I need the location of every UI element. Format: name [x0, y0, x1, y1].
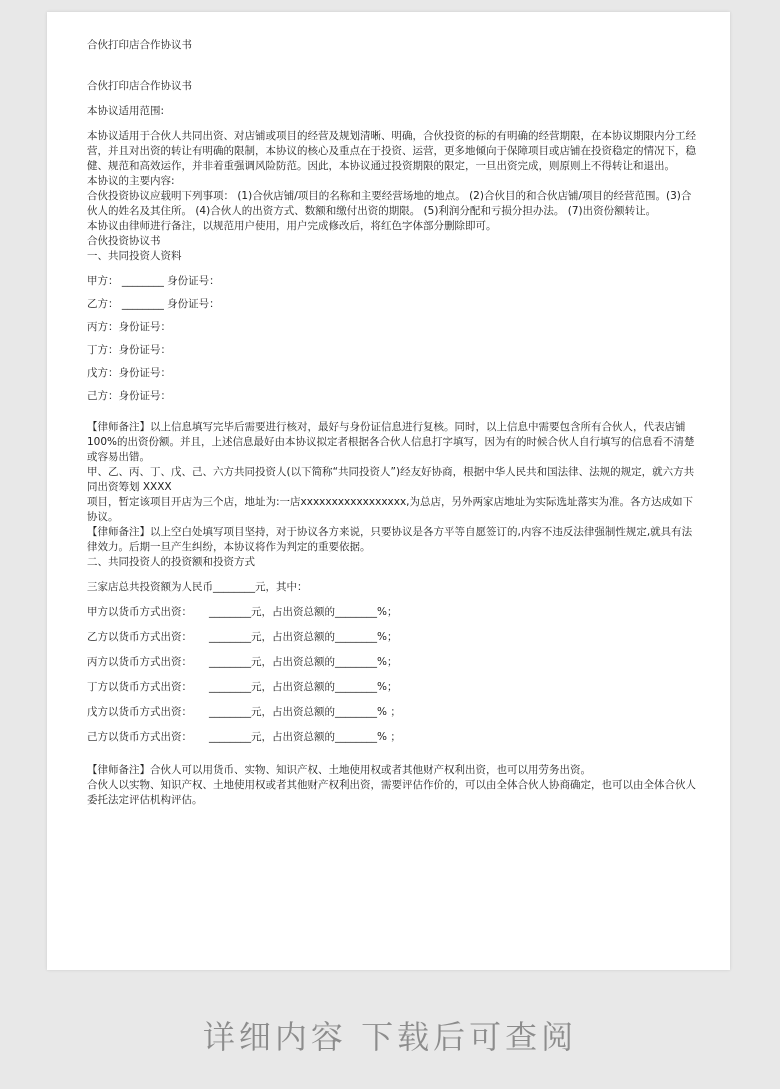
contribution-row [87, 730, 697, 755]
contribution-label: 戊方以货币方式出资： [87, 706, 192, 718]
section1-heading: 一、共同投资人资料 [87, 250, 182, 262]
lawyer-note-3: 【律师备注】合伙人可以用货币、实物、知识产权、土地使用权或者其他财产权利出资，也可以用劳务出资。 [87, 764, 591, 776]
lawyer-note-1: 【律师备注】以上信息填写完毕后需要进行核对，最好与身份证信息进行复核。同时，以上信息中需要包含所有合伙人，代表店铺100%的出资份额。并且，上述信息最好由本协议拟定者根据各合伙人信息打字填写，因为有的时候合伙人自行填写的信息看不清楚或容易出错。 [87, 421, 695, 463]
contribution-label: 甲方以货币方式出资： [87, 606, 192, 618]
scope-heading: 本协议适用范围: [87, 105, 165, 117]
asset-contribution-text: 合伙人以实物、知识产权、土地使用权或者其他财产权利出资，需要评估作价的，可以由全体合伙人协商确定，也可以由全体合伙人委托法定评估机构评估。 [87, 779, 696, 806]
project-text: 项目，暂定该项目开店为三个店，地址为:一店xxxxxxxxxxxxxxxxx,为总店，另外两家店地址为实际选址落实为准。各方达成如下协议。 [87, 496, 694, 523]
contribution-label: 己方以货币方式出资： [87, 731, 192, 743]
party-yi: 乙方： ________ 身份证号： [87, 298, 220, 310]
contribution-row [87, 680, 697, 705]
header-title: 合伙打印店合作协议书 [87, 39, 192, 51]
contribution-label: 丙方以货币方式出资： [87, 656, 192, 668]
contribution-row [87, 705, 697, 730]
lawyer-note-2: 【律师备注】以上空白处填写项目坚持，对于协议各方来说，只要协议是各方平等自愿签订的,内容不违反法律强制性规定,就具有法律效力。后期一旦产生纠纷，本协议将作为判定的重要依据。 [87, 526, 693, 553]
party-bing: 丙方：身份证号： [87, 321, 171, 333]
party-wu: 戊方：身份证号： [87, 367, 171, 379]
main-heading: 本协议的主要内容: [87, 175, 175, 187]
total-investment: 三家店总共投资额为人民币________元，其中： [87, 581, 308, 593]
contribution-row [87, 630, 697, 655]
contribution-value: ________元，占出资总额的________%； [209, 681, 398, 693]
lawyer-note-intro: 本协议由律师进行备注，以规范用户使用，用户完成修改后，将红色字体部分删除即可。 [87, 220, 497, 232]
document-title: 合伙打印店合作协议书 [87, 80, 192, 92]
party-ji: 己方：身份证号： [87, 390, 171, 402]
contribution-value: ________元，占出资总额的________% ； [209, 706, 401, 718]
section2-heading: 二、共同投资人的投资额和投资方式 [87, 556, 255, 568]
contribution-value: ________元，占出资总额的________% ； [209, 731, 401, 743]
contribution-label: 乙方以货币方式出资： [87, 631, 192, 643]
contribution-row [87, 655, 697, 680]
footer-watermark: 详细内容 下载后可查阅 [202, 1018, 578, 1056]
contribution-value: ________元，占出资总额的________%； [209, 606, 398, 618]
contribution-label: 丁方以货币方式出资： [87, 681, 192, 693]
party-ding: 丁方：身份证号： [87, 344, 171, 356]
document-page [47, 12, 730, 970]
contribution-value: ________元，占出资总额的________%； [209, 656, 398, 668]
consult-text: 甲、乙、丙、丁、戊、己、六方共同投资人(以下简称“共同投资人”)经友好协商，根据中华人民共和国法律、法规的规定，就六方共同出资筹划 XXXX [87, 466, 695, 493]
contribution-row [87, 605, 697, 630]
contribution-value: ________元，占出资总额的________%； [209, 631, 398, 643]
document-body [87, 38, 697, 808]
party-jia: 甲方： ________ 身份证号： [87, 275, 220, 287]
main-text: 合伙投资协议应载明下列事项： (1)合伙店铺/项目的名称和主要经营场地的地点。 (2)合伙目的和合伙店铺/项目的经营范围。(3)合伙人的姓名及其住所。 (4)合伙人的出资方式、数额和缴付出资的期限。 (5)利润分配和亏损分担办法。 (7)出资份额转让。 [87, 190, 692, 217]
scope-text: 本协议适用于合伙人共同出资、对店铺或项目的经营及规划清晰、明确，合伙投资的标的有明确的经营期限，在本协议期限内分工经营，并且对出资的转让有明确的限制，本协议的核心及重点在于投资、运营，更多地倾向于保障项目或店铺在投资稳定的情况下，稳健、规范和高效运作，并非着重强调风险防范。因此，本协议通过投资期限的限定，一旦出资完成，则原则上不得转让和退出。 [87, 130, 696, 172]
agreement-title: 合伙投资协议书 [87, 235, 161, 247]
